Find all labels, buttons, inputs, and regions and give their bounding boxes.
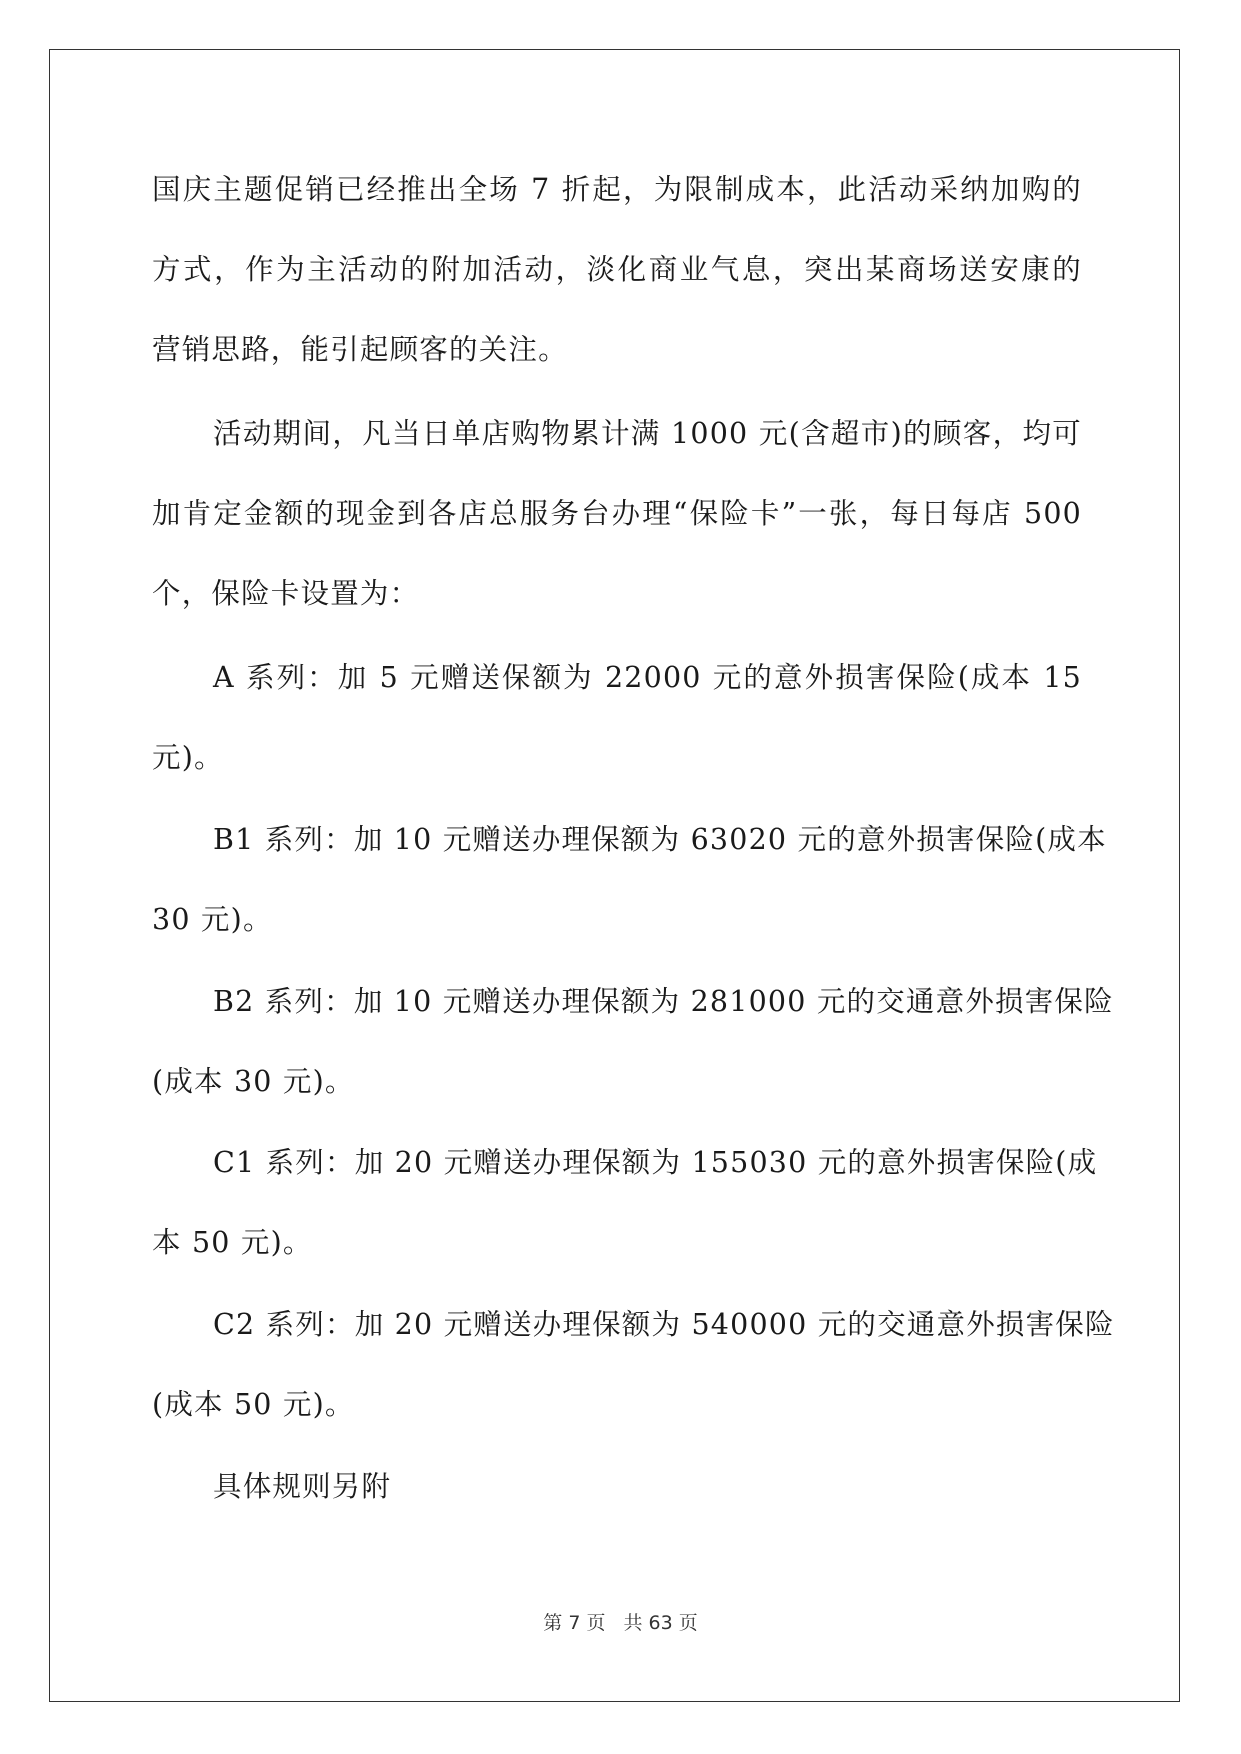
series-a-line-2: 元)。 [152,741,224,774]
paragraph-2-line-3: 个，保险卡设置为： [152,577,420,610]
series-b1-line-1: B1 系列：加 10 元赠送办理保额为 63020 元的意外损害保险(成本 [213,823,1107,856]
paragraph-1-line-2: 方式，作为主活动的附加活动，淡化商业气息，突出某商场送安康的 [152,253,1082,286]
page-number: 第 7 页 [543,1612,606,1634]
series-c1-line-2: 本 50 元)。 [152,1226,313,1259]
series-c2-line-2: (成本 50 元)。 [152,1388,355,1421]
page-total: 共 63 页 [623,1612,698,1634]
page-border [49,49,1180,1702]
paragraph-1-line-3: 营销思路，能引起顾客的关注。 [152,333,568,366]
series-c1-line-1: C1 系列：加 20 元赠送办理保额为 155030 元的意外损害保险(成 [213,1146,1098,1179]
page-footer [0,1611,1241,1635]
series-a-line-1: A 系列：加 5 元赠送保额为 22000 元的意外损害保险(成本 15 [213,661,1082,694]
series-c2-line-1: C2 系列：加 20 元赠送办理保额为 540000 元的交通意外损害保险 [213,1308,1115,1341]
series-b2-line-2: (成本 30 元)。 [152,1065,355,1098]
paragraph-2-line-1: 活动期间，凡当日单店购物累计满 1000 元(含超市)的顾客，均可 [213,417,1082,450]
series-b2-line-1: B2 系列：加 10 元赠送办理保额为 281000 元的交通意外损害保险 [213,985,1114,1018]
paragraph-1-line-1: 国庆主题促销已经推出全场 7 折起，为限制成本，此活动采纳加购的 [152,173,1082,206]
closing-line: 具体规则另附 [213,1470,392,1503]
series-b1-line-2: 30 元)。 [152,903,273,936]
paragraph-2-line-2: 加肯定金额的现金到各店总服务台办理“保险卡”一张，每日每店 500 [152,497,1082,530]
